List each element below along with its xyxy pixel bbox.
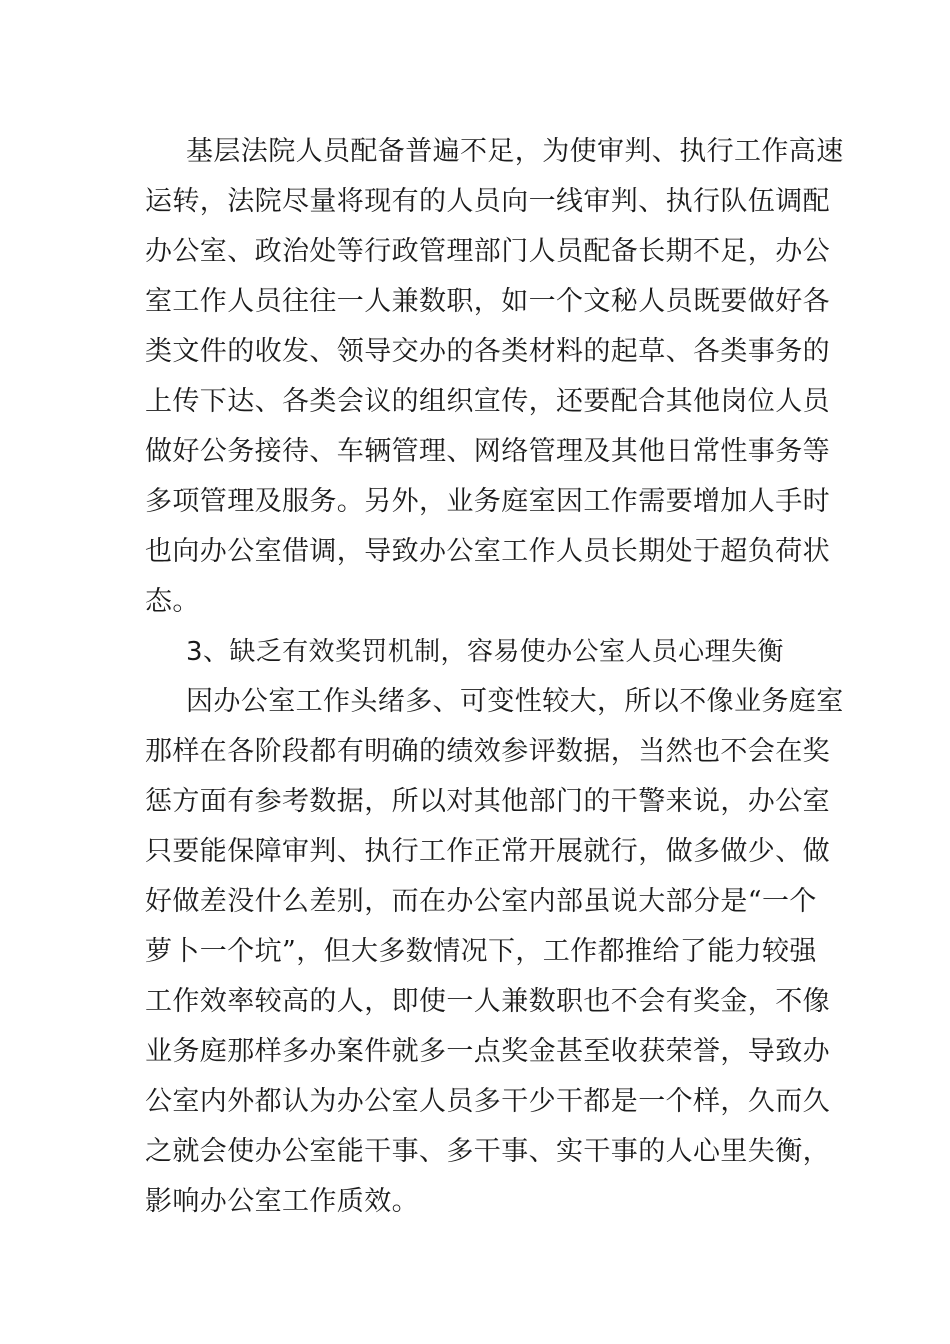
text-line: 萝卜一个坑”，但大多数情况下，工作都推给了能力较强 <box>145 936 817 967</box>
paragraph-incentive-mechanism <box>145 677 844 1227</box>
text-line: 之就会使办公室能干事、多干事、实干事的人心里失衡， <box>145 1136 830 1167</box>
paragraph-staffing-shortage <box>145 127 844 627</box>
text-line: 那样在各阶段都有明确的绩效参评数据，当然也不会在奖 <box>145 736 830 767</box>
text-line: 办公室、政治处等行政管理部门人员配备长期不足，办公 <box>145 236 830 267</box>
text-line: 多项管理及服务。另外，业务庭室因工作需要增加人手时 <box>145 486 830 517</box>
text-line: 影响办公室工作质效。 <box>145 1186 419 1217</box>
text-line: 只要能保障审判、执行工作正常开展就行，做多做少、做 <box>145 836 830 867</box>
section-heading <box>145 627 810 677</box>
text-line: 工作效率较高的人，即使一人兼数职也不会有奖金，不像 <box>145 986 830 1017</box>
text-line: 公室内外都认为办公室人员多干少干都是一个样，久而久 <box>145 1086 830 1117</box>
text-line: 基层法院人员配备普遍不足，为使审判、执行工作高速 <box>186 136 844 167</box>
text-line: 因办公室工作头绪多、可变性较大，所以不像业务庭室 <box>186 686 844 717</box>
text-line: 类文件的收发、领导交办的各类材料的起草、各类事务的 <box>145 336 830 367</box>
text-line: 做好公务接待、车辆管理、网络管理及其他日常性事务等 <box>145 436 830 467</box>
text-line: 态。 <box>145 586 200 617</box>
text-line: 室工作人员往往一人兼数职，如一个文秘人员既要做好各 <box>145 286 830 317</box>
text-line: 也向办公室借调，导致办公室工作人员长期处于超负荷状 <box>145 536 830 567</box>
text-line: 好做差没什么差别，而在办公室内部虽说大部分是“一个 <box>145 886 817 917</box>
heading-line: 3、缺乏有效奖罚机制，容易使办公室人员心理失衡 <box>186 637 784 667</box>
text-line: 惩方面有参考数据，所以对其他部门的干警来说，办公室 <box>145 786 830 817</box>
text-line: 运转，法院尽量将现有的人员向一线审判、执行队伍调配 <box>145 186 830 217</box>
text-line: 业务庭那样多办案件就多一点奖金甚至收获荣誉，导致办 <box>145 1036 830 1067</box>
document-body <box>145 127 844 1227</box>
text-line: 上传下达、各类会议的组织宣传，还要配合其他岗位人员 <box>145 386 830 417</box>
